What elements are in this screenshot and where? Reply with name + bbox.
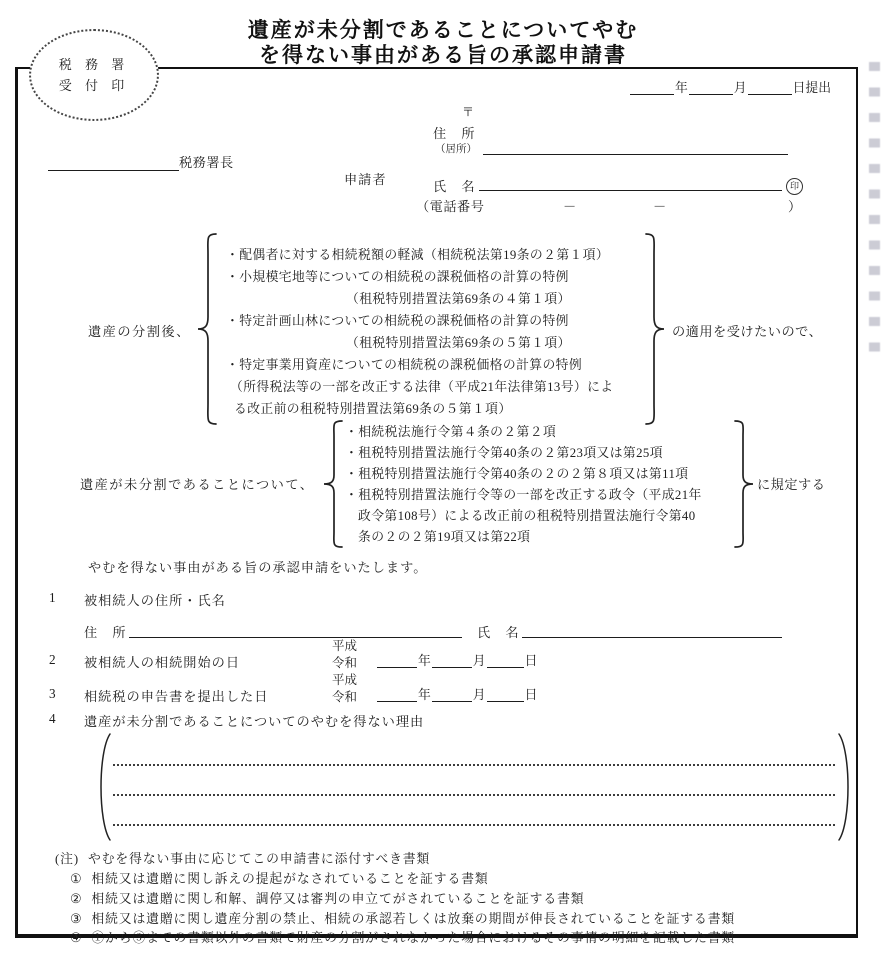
split-section-label: 遺産の分割後、 — [88, 324, 191, 339]
split-right-brace-icon — [645, 232, 667, 426]
item1-name-label: 氏 名 — [477, 625, 520, 640]
note-item — [70, 888, 584, 907]
item4-label: 遺産が未分割であることについてのやむを得ない理由 — [84, 714, 425, 729]
reason-write-line — [113, 824, 835, 826]
item3-year-label: 年 — [418, 688, 431, 702]
tax-office-head-label: 税務署長 — [179, 155, 234, 170]
name-label: 氏 名 — [433, 179, 476, 194]
notes-prefix: (注) — [55, 852, 80, 866]
clipped-vertical-text — [869, 62, 880, 367]
item2-era-labels — [332, 638, 357, 672]
phone-dash2: － — [653, 199, 668, 214]
split-section-suffix: の適用を受けたいので、 — [672, 324, 823, 339]
note-item — [70, 908, 735, 927]
split-line: ・小規模宅地等についての相続税の課税価格の計算の特例 — [226, 270, 569, 284]
note-text: ①から③までの書類以外の書類で財産の分割がされなかった場合におけるその事情の明細を記載した書類 — [91, 931, 736, 945]
item3-date-row — [377, 689, 538, 702]
reason-write-line — [113, 764, 835, 766]
form-title-line2: を得ない事由がある旨の承認申請書 — [259, 44, 627, 67]
submission-date-row — [630, 82, 832, 95]
split-line: （租税特別措置法第69条の５第１項） — [346, 336, 571, 350]
undivided-line: 政令第108号）による改正前の租税特別措置法施行令第40 — [358, 509, 696, 523]
statement-text: やむを得ない事由がある旨の承認申請をいたします。 — [88, 560, 428, 575]
item3-year-field — [377, 689, 417, 702]
item2-year-label: 年 — [418, 654, 431, 668]
undivided-line: ・租税特別措置法施行令等の一部を改正する政令（平成21年 — [345, 488, 702, 502]
item3-day-field — [487, 689, 524, 702]
split-line: ・配偶者に対する相続税額の軽減（相続税法第19条の２第１項） — [226, 248, 610, 262]
item3-number: 3 — [49, 686, 57, 701]
item2-date-row — [377, 655, 538, 668]
submit-year-field — [630, 82, 674, 95]
phone-dash1: － — [563, 199, 578, 214]
undivided-section-suffix: に規定する — [757, 477, 826, 492]
item2-year-field — [377, 655, 417, 668]
item1-address-label: 住 所 — [84, 625, 127, 640]
note-text: 相続又は遺贈に関し和解、調停又は審判の申立てがされていることを証する書類 — [91, 892, 585, 906]
note-item — [70, 868, 489, 887]
notes-header-row — [55, 848, 430, 867]
item2-day-field — [487, 655, 524, 668]
item2-number: 2 — [49, 652, 57, 667]
item3-label: 相続税の申告書を提出した日 — [84, 689, 269, 704]
item2-day-label: 日 — [524, 654, 538, 668]
address-sub-label: （居所） — [435, 144, 477, 155]
split-line: （所得税法等の一部を改正する法律（平成21年法律第13号）によ — [230, 380, 614, 394]
submit-month-field — [689, 82, 733, 95]
submit-year-label: 年 — [675, 81, 688, 95]
form-title-line1: 遺産が未分割であることについてやむ — [247, 19, 639, 42]
item1-label: 被相続人の住所・氏名 — [84, 593, 226, 608]
split-line: ・特定計画山林についての相続税の課税価格の計算の特例 — [226, 314, 569, 328]
note-item — [70, 927, 735, 946]
name-field — [479, 190, 782, 191]
note-text: 相続又は遺贈に関し遺産分割の禁止、相続の承認若しくは放棄の期間が伸長されていることを証する書類 — [91, 912, 736, 926]
item2-label: 被相続人の相続開始の日 — [84, 655, 241, 670]
phone-close: ） — [788, 199, 803, 214]
stamp-line1: 税 務 署 — [58, 57, 130, 72]
split-line: （租税特別措置法第69条の４第１項） — [346, 292, 571, 306]
reason-write-line — [113, 794, 835, 796]
note-number: ④ — [70, 931, 83, 945]
split-line: る改正前の租税特別措置法第69条の５第１項） — [234, 402, 512, 416]
phone-open: （電話番号 — [416, 199, 485, 214]
submit-day-field — [748, 82, 792, 95]
tax-office-receipt-stamp — [29, 29, 159, 121]
note-number: ③ — [70, 912, 83, 926]
applicant-label: 申請者 — [344, 172, 387, 187]
address-label: 住 所 — [433, 126, 476, 141]
decedent-address-field — [129, 637, 462, 638]
address-field — [483, 154, 788, 155]
item2-month-label: 月 — [472, 654, 486, 668]
postal-mark: 〒 — [462, 105, 475, 119]
item1-number: 1 — [49, 590, 57, 605]
era-reiwa: 令和 — [332, 690, 358, 704]
decedent-name-field — [522, 637, 782, 638]
seal-mark: 印 — [786, 178, 803, 195]
item3-month-label: 月 — [472, 688, 486, 702]
note-text: 相続又は遺贈に関し訴えの提起がなされていることを証する書類 — [91, 872, 489, 886]
item2-month-field — [432, 655, 472, 668]
notes-header: やむを得ない事由に応じてこの申請書に添付すべき書類 — [88, 852, 431, 866]
item3-era-labels — [332, 672, 357, 706]
undivided-section-label: 遺産が未分割であることについて、 — [80, 477, 315, 492]
undivided-line: ・租税特別措置法施行令第40条の２第23項又は第25項 — [345, 446, 663, 460]
tax-office-name-field — [48, 158, 179, 171]
item3-day-label: 日 — [524, 688, 538, 702]
era-heisei: 平成 — [332, 673, 358, 687]
undivided-line: ・相続税法施行令第４条の２第２項 — [345, 425, 557, 439]
split-left-brace-icon — [195, 232, 217, 426]
item3-month-field — [432, 689, 472, 702]
era-heisei: 平成 — [332, 639, 358, 653]
tax-office-head-row — [48, 152, 234, 171]
split-line: ・特定事業用資産についての相続税の課税価格の計算の特例 — [226, 358, 583, 372]
undivided-line: 条の２の２第19項又は第22項 — [358, 530, 531, 544]
submit-month-label: 月 — [733, 81, 747, 95]
item4-number: 4 — [49, 711, 57, 726]
undivided-left-brace-icon — [321, 419, 343, 549]
note-number: ① — [70, 872, 83, 886]
undivided-right-brace-icon — [734, 419, 756, 549]
reason-left-paren-icon — [94, 732, 112, 842]
undivided-line: ・租税特別措置法施行令第40条の２の２第８項又は第11項 — [345, 467, 689, 481]
reason-right-paren-icon — [837, 732, 855, 842]
stamp-line2: 受 付 印 — [58, 78, 130, 93]
submit-day-label: 日提出 — [792, 81, 831, 95]
note-number: ② — [70, 892, 83, 906]
era-reiwa: 令和 — [332, 656, 358, 670]
